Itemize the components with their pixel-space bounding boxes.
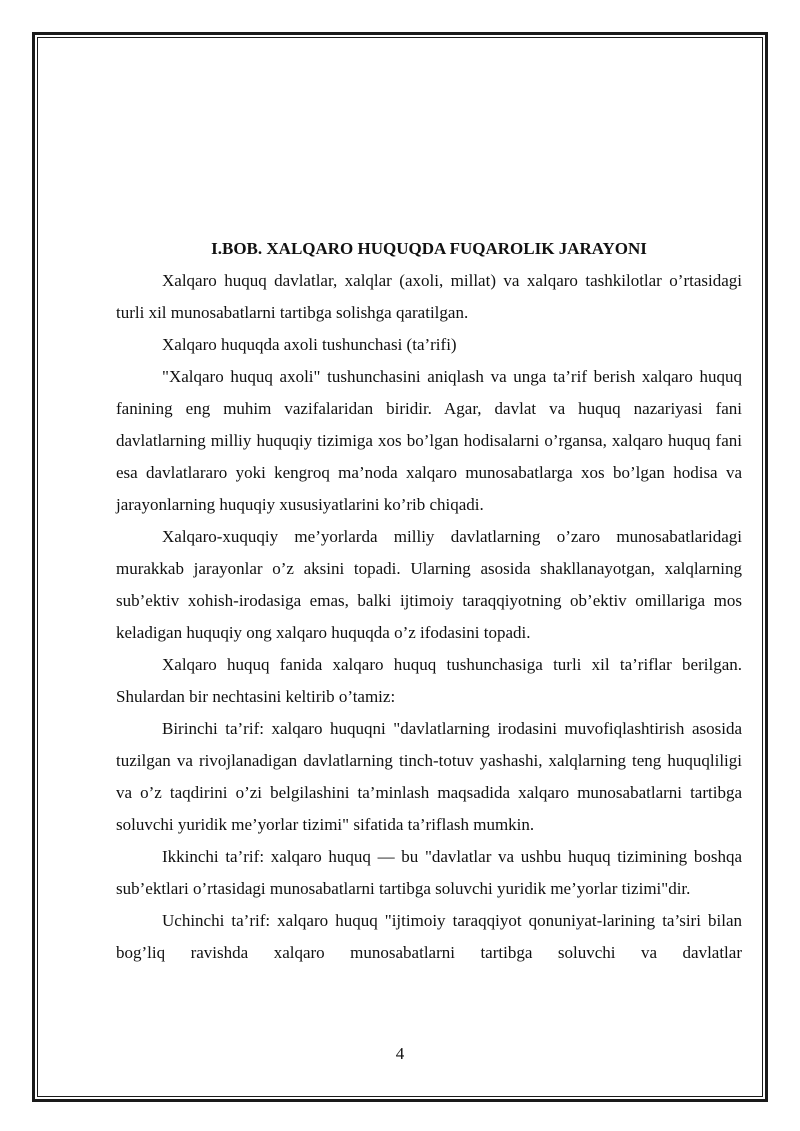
page-number: 4 xyxy=(395,1044,405,1063)
paragraph-1: Xalqaro huquq davlatlar, xalqlar (axoli, millat) va xalqaro tashkilotlar o’rtasidagi turli xil munosabatlarni tartibga solishga qaratilgan. xyxy=(116,271,742,322)
paragraph-5: Xalqaro huquq fanida xalqaro huquq tushunchasiga turli xil ta’riflar berilgan. Shulardan bir nechtasini keltirib o’tamiz: xyxy=(116,655,742,706)
paragraph-8: Uchinchi ta’rif: xalqaro huquq "ijtimoiy taraqqiyot qonuniyat-larining ta’siri bilan bog’liq ravishda xalqaro munosabatlarni tartibga soluvchi va davlatlar xyxy=(116,911,742,962)
paragraph-2: Xalqaro huquqda axoli tushunchasi (ta’rifi) xyxy=(162,335,457,354)
paragraph-4: Xalqaro-xuquqiy me’yorlarda milliy davlatlarning o’zaro munosabatlaridagi murakkab jarayonlar o’z aksini topadi. Ularning asosida shakllanayotgan, xalqlarning sub’ektiv xohish-irodasiga emas, balki ijtimoiy taraqqiyotning ob’ektiv omillariga mos keladigan huquqiy ong xalqaro huquqda o’z ifodasini topadi. xyxy=(116,527,742,642)
chapter-heading: I.BOB. XALQARO HUQUQDA FUQAROLIK JARAYONI xyxy=(211,239,647,258)
paragraph-6: Birinchi ta’rif: xalqaro huquqni "davlatlarning irodasini muvofiqlashtirish asosida tuzilgan va rivojlanadigan davlatlarning tinch-totuv yashashi, xalqlarning teng huquqliligi va o’z taqdirini o’zi belgilashini ta’minlash maqsadida xalqaro munosabatlarni tartibga soluvchi yuridik me’yorlar tizimi" sifatida ta’riflash mumkin. xyxy=(116,719,742,834)
paragraph-3: "Xalqaro huquq axoli" tushunchasini aniqlash va unga ta’rif berish xalqaro huquq fanining eng muhim vazifalaridan biridir. Agar, davlat va huquq nazariyasi fani davlatlarning milliy huquqiy tizimiga xos bo’lgan hodisalarni o’rgansa, xalqaro huquq fani esa davlatlararo yoki kengroq ma’noda xalqaro munosabatlarga xos bo’lgan hodisa va jarayonlarning huquqiy xususiyatlarini ko’rib chiqadi. xyxy=(116,367,742,514)
paragraph-7: Ikkinchi ta’rif: xalqaro huquq — bu "davlatlar va ushbu huquq tizimining boshqa sub’ektlari o’rtasidagi munosabatlarni tartibga soluvchi yuridik me’yorlar tizimi"dir. xyxy=(116,847,742,898)
document-body xyxy=(116,233,742,969)
